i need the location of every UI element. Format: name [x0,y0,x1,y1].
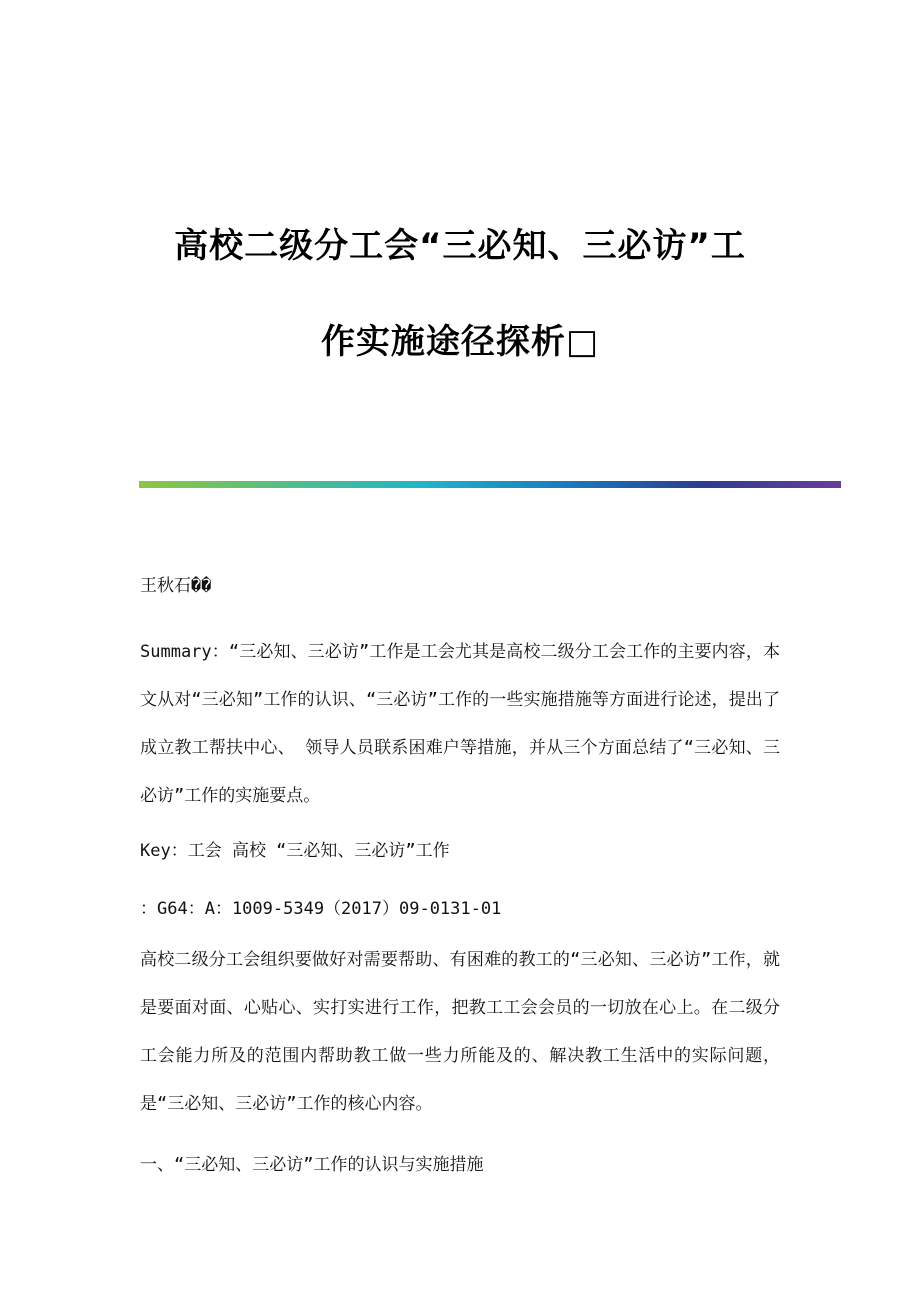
classification-line: ：G64：A：1009-5349（2017）09-0131-01 [140,899,502,919]
gradient-divider [139,481,841,488]
keywords-line: Key：工会 高校 “三必知、三必访”工作 [140,841,450,861]
author-name: 王秋石�� [140,576,212,596]
document-title-line-2 [0,314,920,363]
body-paragraph: 高校二级分工会组织要做好对需要帮助、有困难的教工的“三必知、三必访”工作，就是要面对面、心贴心、实打实进行工作，把教工工会会员的一切放在心上。在二级分工会能力所及的范围内帮助教工做一些力所能及的、解决教工生活中的实际问题，是“三必知、三必访”工作的核心内容。 [140,950,780,1114]
section-heading: 一、“三必知、三必访”工作的认识与实施措施 [140,1155,484,1175]
summary-paragraph: Summary：“三必知、三必访”工作是工会尤其是高校二级分工会工作的主要内容，本文从对“三必知”工作的认识、“三必访”工作的一些实施措施等方面进行论述，提出了成立教工帮扶中心、 领导人员联系困难户等措施，并从三个方面总结了“三必知、三必访”工作的实施要点。 [140,642,780,806]
document-title-line-1: 高校二级分工会“三必知、三必访”工 [174,226,746,266]
title-placeholder-glyph: □ [565,322,600,362]
title-text: 作实施途径探析 [320,322,566,362]
